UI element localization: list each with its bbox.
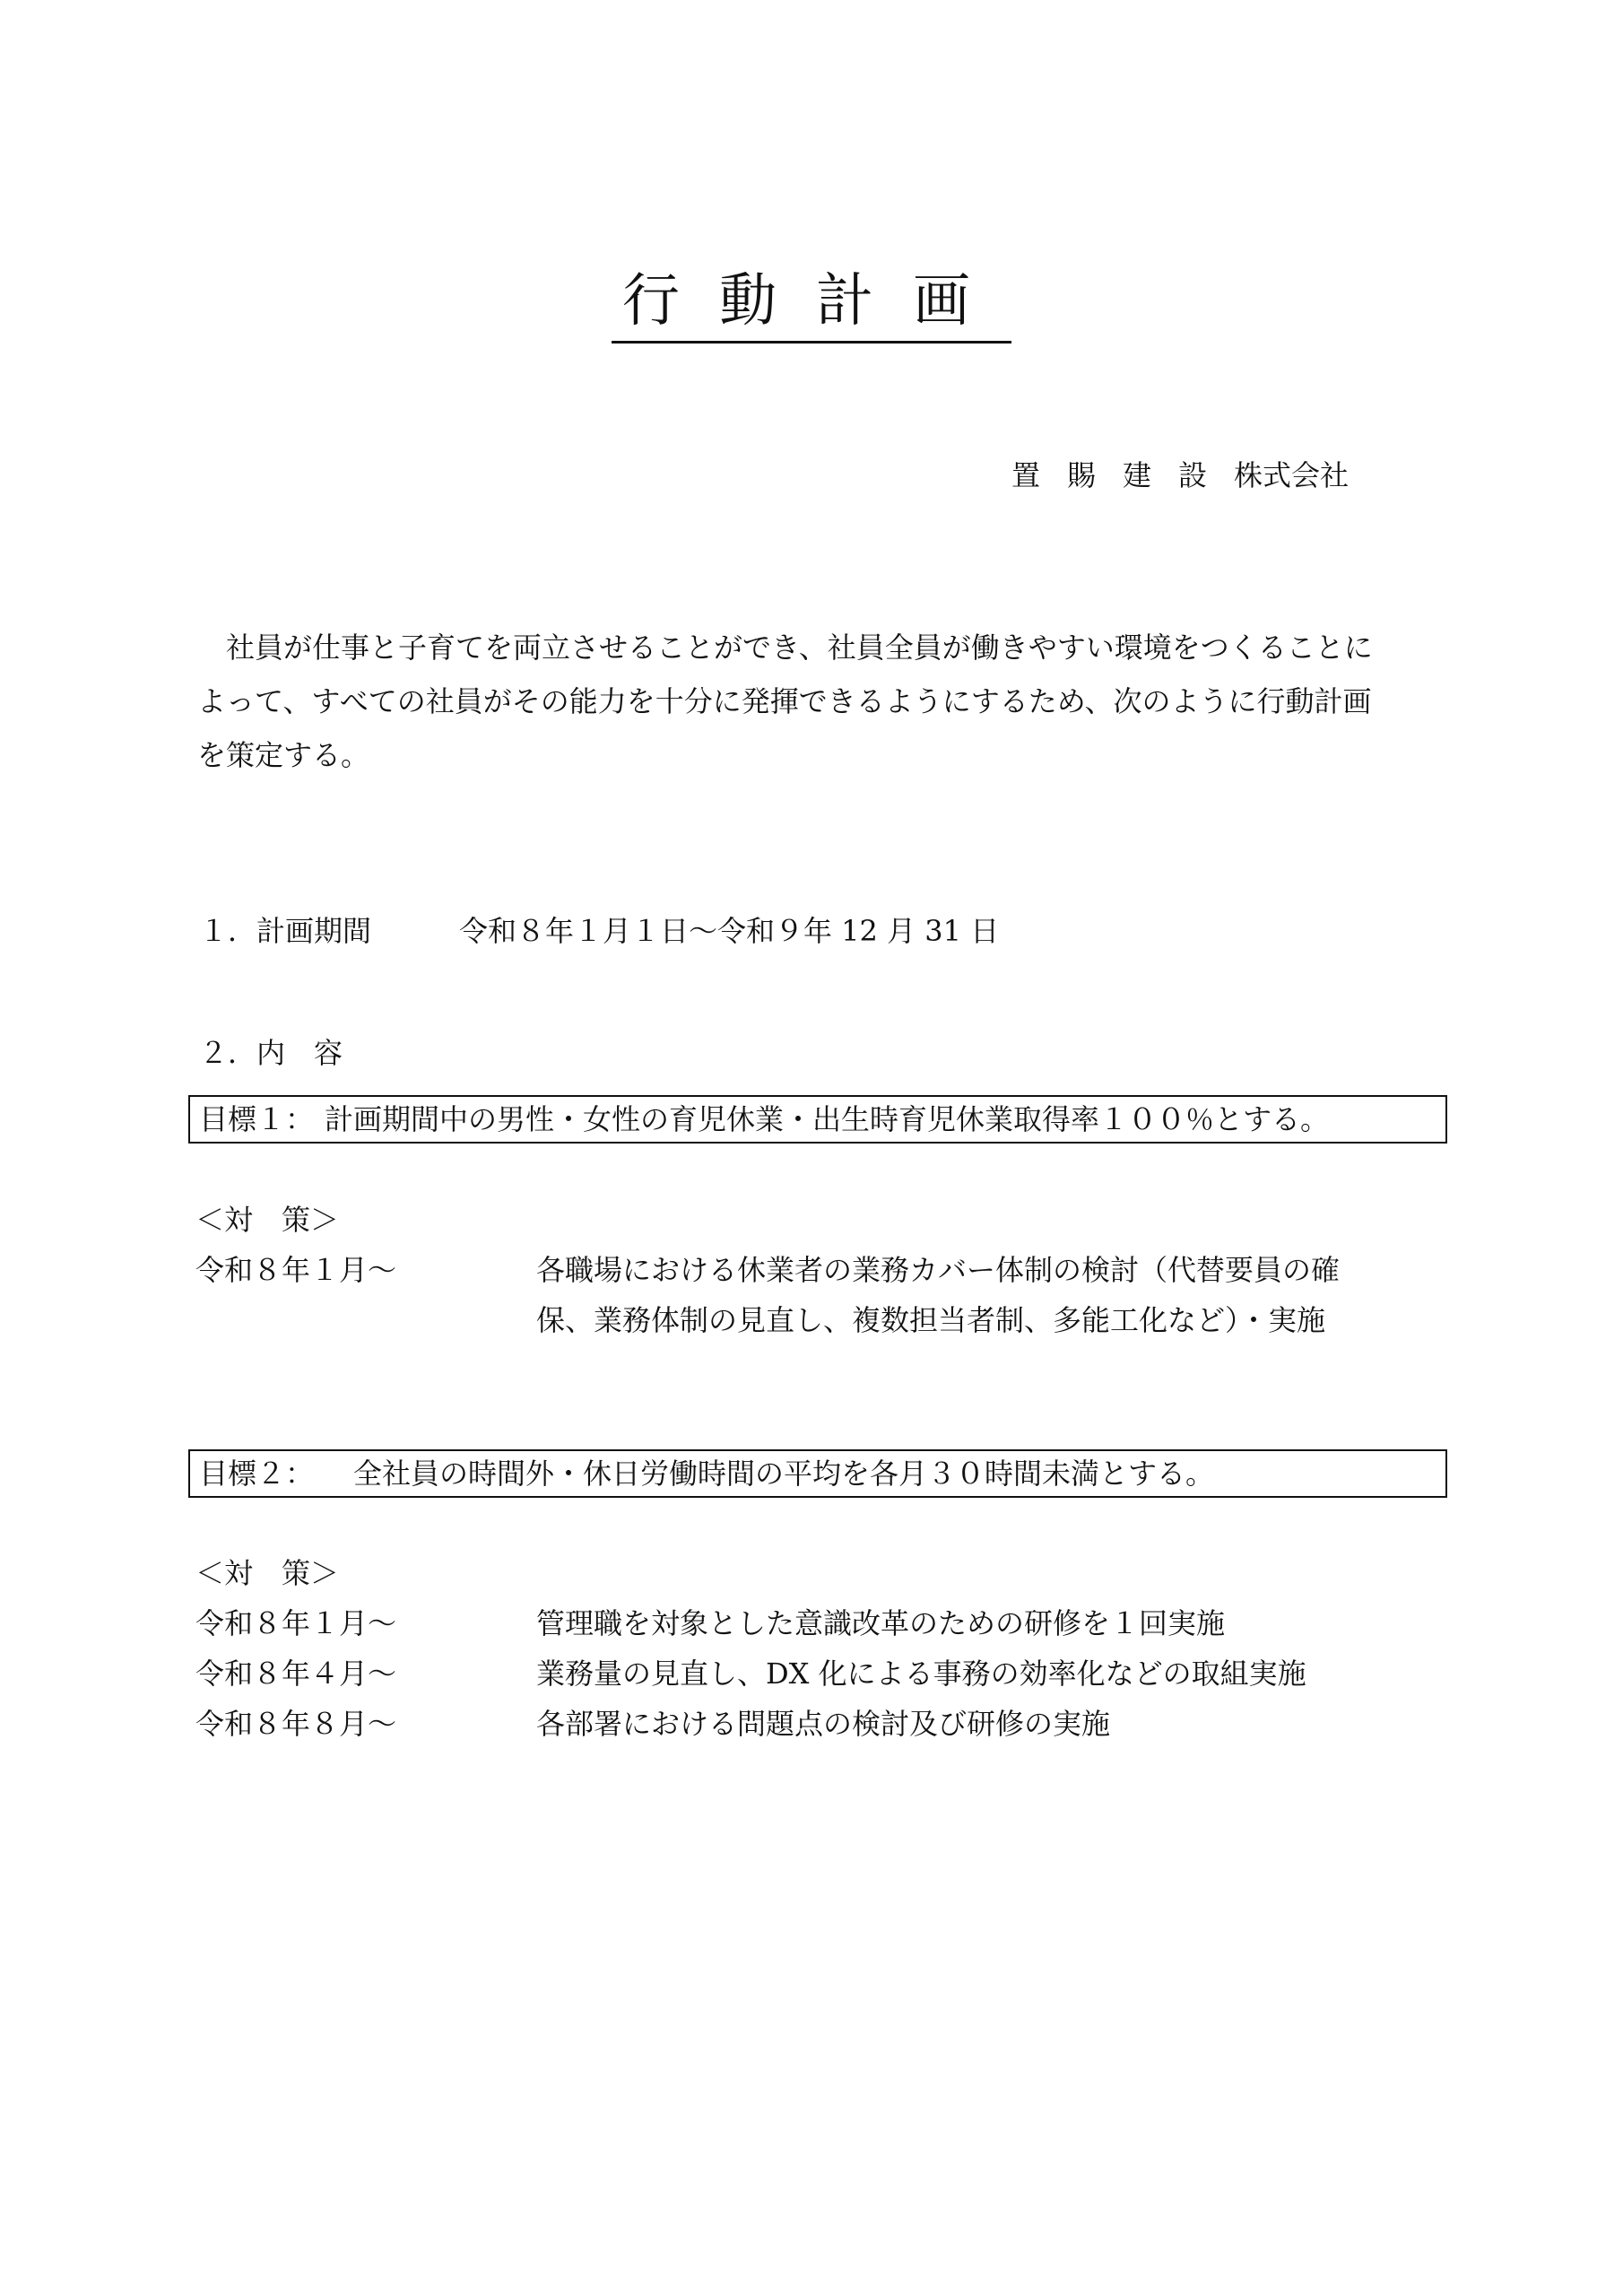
goal2-measure-text: 業務量の見直し、DX 化による事務の効率化などの取組実施: [536, 1657, 1306, 1691]
goal2-text: 全社員の時間外・休日労働時間の平均を各月３０時間未満とする。: [353, 1457, 1215, 1491]
plan-period: 令和８年１月１日～令和９年 12 月 31 日: [459, 914, 1000, 948]
section2-label: ２．内 容: [199, 1036, 343, 1070]
goal2-measure-date: 令和８年８月～: [195, 1707, 397, 1741]
goal1-label: 目標１：: [199, 1102, 315, 1136]
intro-line: を策定する。: [197, 738, 370, 772]
page-title: [0, 265, 1623, 344]
goal1-text: 計画期間中の男性・女性の育児休業・出生時育児休業取得率１００％とする。: [325, 1102, 1330, 1136]
goal1-measures-label: ＜対 策＞: [195, 1203, 340, 1237]
goal2-label: 目標２：: [199, 1457, 315, 1491]
intro-line: 社員が仕事と子育てを両立させることができ、社員全員が働きやすい環境をつくることに: [197, 631, 1373, 665]
goal1-measure-text-line: 各職場における休業者の業務カバー体制の検討（代替要員の確: [536, 1253, 1341, 1287]
goal2-measure-date: 令和８年４月～: [195, 1657, 397, 1691]
page-title-text: 行動計画: [612, 265, 1011, 344]
intro-line: よって、すべての社員がその能力を十分に発揮できるようにするため、次のように行動計画: [197, 684, 1372, 718]
company-name-suffix: 株式会社: [1234, 458, 1350, 492]
section1-label: １．計画期間: [199, 914, 372, 948]
goal2-measure-text: 管理職を対象とした意識改革のための研修を１回実施: [536, 1606, 1226, 1640]
goal1-measure-text-line: 保、業務体制の見直し、複数担当者制、多能工化など）・実施: [536, 1303, 1326, 1337]
goal2-measure-date: 令和８年１月～: [195, 1606, 397, 1640]
goal1-measure-date: 令和８年１月～: [195, 1253, 397, 1287]
goal2-box: [188, 1449, 1447, 1498]
company-name-main: 置賜建設: [1011, 458, 1235, 492]
goal1-box: [188, 1095, 1447, 1144]
intro-paragraph: [197, 621, 1454, 782]
company-name: [1011, 456, 1349, 495]
goal2-measure-text: 各部署における問題点の検討及び研修の実施: [536, 1707, 1111, 1741]
goal2-measures-label: ＜対 策＞: [195, 1556, 340, 1590]
